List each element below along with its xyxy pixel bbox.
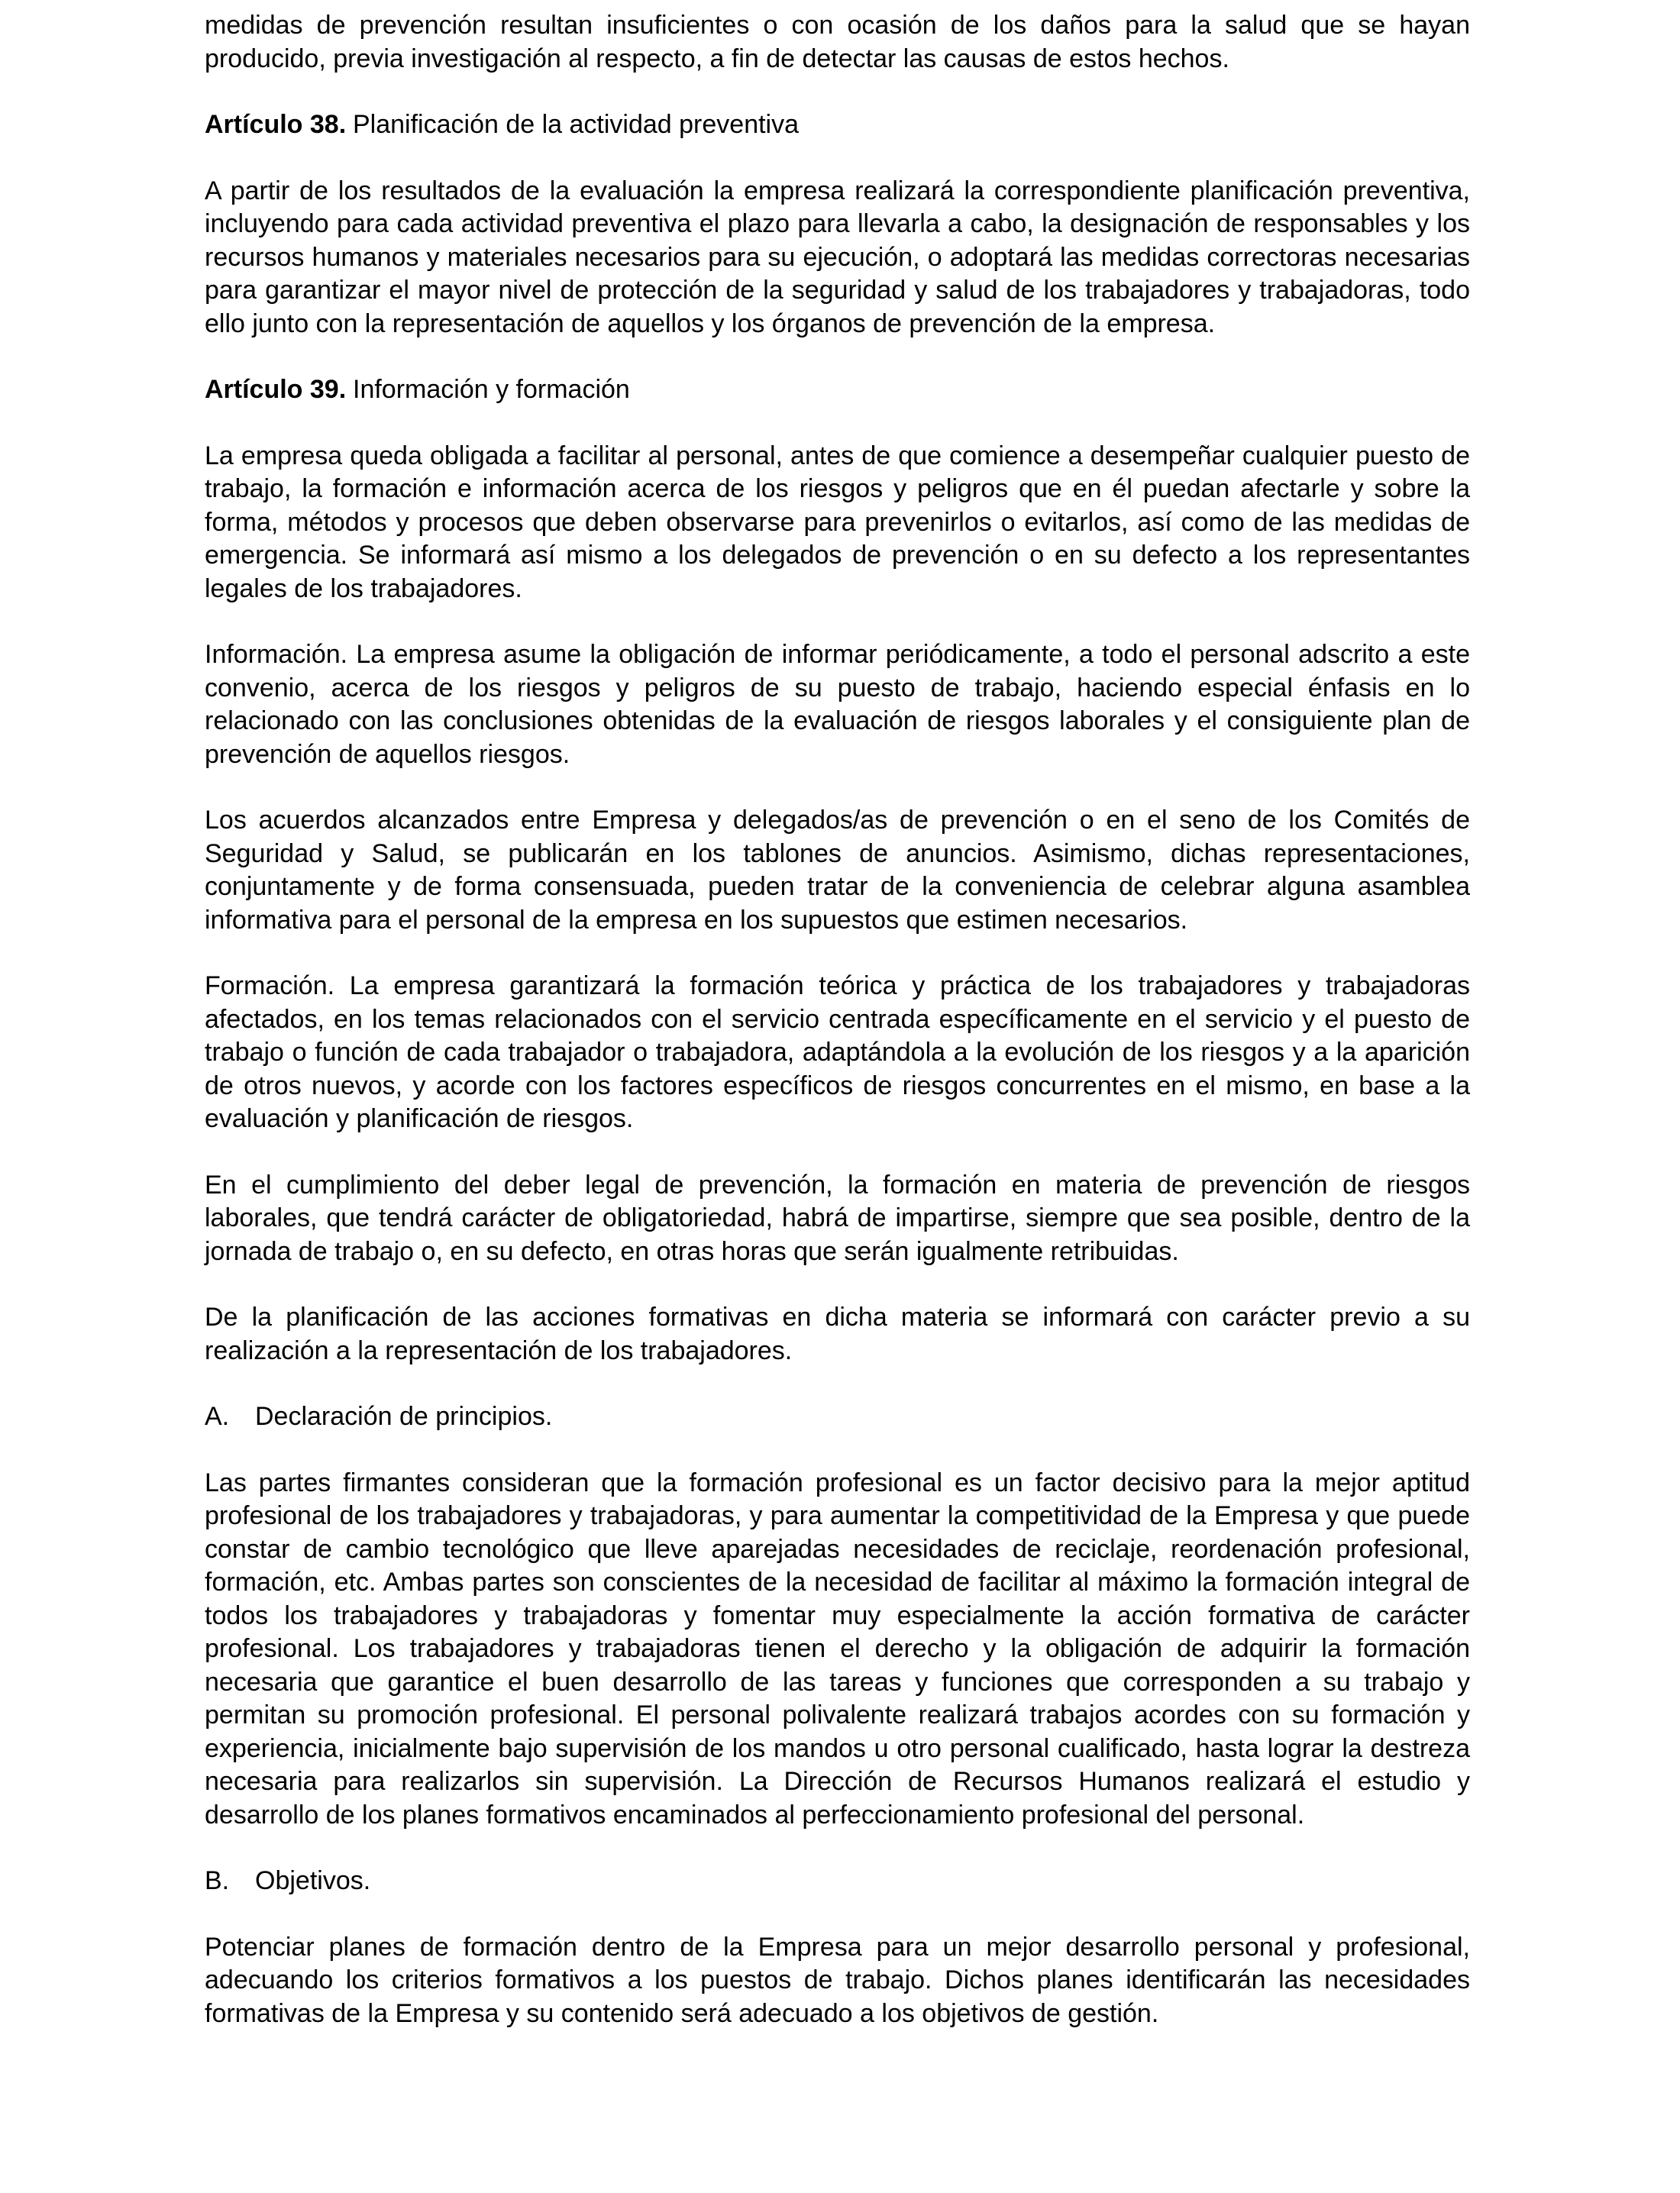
section-b-body: Potenciar planes de formación dentro de la Empresa para un mejor desarrollo personal y profesional, adecuando los criterios formativos a los puestos de trabajo. Dichos planes identificarán las necesidades formativas de la Empresa y su contenido será adecuado a los objetivos de gestión. — [205, 1932, 1470, 2028]
article-39-paragraph-acuerdos: Los acuerdos alcanzados entre Empresa y delegados/as de prevención o en el seno de los Comités de Seguridad y Salud, se publicarán en los tablones de anuncios. Asimismo, dichas representaciones, conjuntamente y de forma consensuada, pueden tratar de la conveniencia de celebrar alguna asamblea informativa para el personal de la empresa en los supuestos que estimen necesarios. — [205, 806, 1470, 935]
section-a-body: Las partes firmantes consideran que la formación profesional es un factor decisivo para la mejor aptitud profesional de los trabajadores y trabajadoras, y para aumentar la competitividad de la Empresa y que puede constar de cambio tecnológico que lleve aparejadas necesidades de reciclaje, reordenación profesional, formación, etc. Ambas partes son conscientes de la necesidad de facilitar al máximo la formación integral de todos los trabajadores y trabajadoras y fomentar muy especialmente la acción formativa de carácter profesional. Los trabajadores y trabajadoras tienen el derecho y la obligación de adquirir la formación necesaria que garantice el buen desarrollo de las tareas y funciones que corresponden a su trabajo y permitan su promoción profesional. El personal polivalente realizará trabajos acordes con su formación y experiencia, inicialmente bajo supervisión de los mandos u otro personal cualificado, hasta lograr la destreza necesaria para realizarlos sin supervisión. La Dirección de Recursos Humanos realizará el estudio y desarrollo de los planes formativos encaminados al perfeccionamiento profesional del personal. — [205, 1468, 1470, 1830]
section-a-title: Declaración de principios. — [255, 1402, 553, 1431]
article-39-paragraph-formacion: Formación. La empresa garantizará la formación teórica y práctica de los trabajadores y trabajadoras afectados, en los temas relacionados con el servicio centrada específicamente en el servicio y el puesto de trabajo o función de cada trabajador o trabajadora, adaptándola a la evolución de los riesgos y a la aparición de otros nuevos, y acorde con los factores específicos de riesgos concurrentes en el mismo, en base a la evaluación y planificación de riesgos. — [205, 971, 1470, 1133]
article-38-heading — [205, 108, 1470, 142]
section-b-heading — [205, 1865, 1470, 1898]
article-39-number: Artículo 39. — [205, 375, 347, 404]
article-39-paragraph-cumplimiento: En el cumplimiento del deber legal de prevención, la formación en materia de prevención de riesgos laborales, que tendrá carácter de obligatoriedad, habrá de impartirse, siempre que sea posible, dentro de la jornada de trabajo o, en su defecto, en otras horas que serán igualmente retribuidas. — [205, 1170, 1470, 1266]
section-b-title: Objetivos. — [255, 1866, 371, 1895]
section-b-marker: B. — [205, 1866, 230, 1895]
article-39-title: Información y formación — [353, 375, 630, 404]
article-39-heading — [205, 373, 1470, 407]
article-39-paragraph-1: La empresa queda obligada a facilitar al personal, antes de que comience a desempeñar cualquier puesto de trabajo, la formación e información acerca de los riesgos y peligros que en él puedan afectarle y sobre la forma, métodos y procesos que deben observarse para prevenirlos o evitarlos, así como de las medidas de emergencia. Se informará así mismo a los delegados de prevención o en su defecto a los representantes legales de los trabajadores. — [205, 441, 1470, 603]
article-38-title: Planificación de la actividad preventiva — [353, 110, 800, 139]
section-a-heading — [205, 1400, 1470, 1434]
article-38-body: A partir de los resultados de la evaluación la empresa realizará la correspondiente planificación preventiva, incluyendo para cada actividad preventiva el plazo para llevarla a cabo, la designación de responsables y los recursos humanos y materiales necesarios para su ejecución, o adoptará las medidas correctoras necesarias para garantizar el mayor nivel de protección de la seguridad y salud de los trabajadores y trabajadoras, todo ello junto con la representación de aquellos y los órganos de prevención de la empresa. — [205, 176, 1470, 338]
article-39-paragraph-planificacion: De la planificación de las acciones formativas en dicha materia se informará con carácter previo a su realización a la representación de los trabajadores. — [205, 1303, 1470, 1365]
article-39-paragraph-informacion: Información. La empresa asume la obligación de informar periódicamente, a todo el personal adscrito a este convenio, acerca de los riesgos y peligros de su puesto de trabajo, haciendo especial énfasis en lo relacionado con las conclusiones obtenidas de la evaluación de riesgos laborales y el consiguiente plan de prevención de aquellos riesgos. — [205, 640, 1470, 769]
section-a-marker: A. — [205, 1402, 230, 1431]
paragraph-continuation: medidas de prevención resultan insuficientes o con ocasión de los daños para la salud que se hayan producido, previa investigación al respecto, a fin de detectar las causas de estos hechos. — [205, 11, 1470, 73]
article-38-number: Artículo 38. — [205, 110, 347, 139]
